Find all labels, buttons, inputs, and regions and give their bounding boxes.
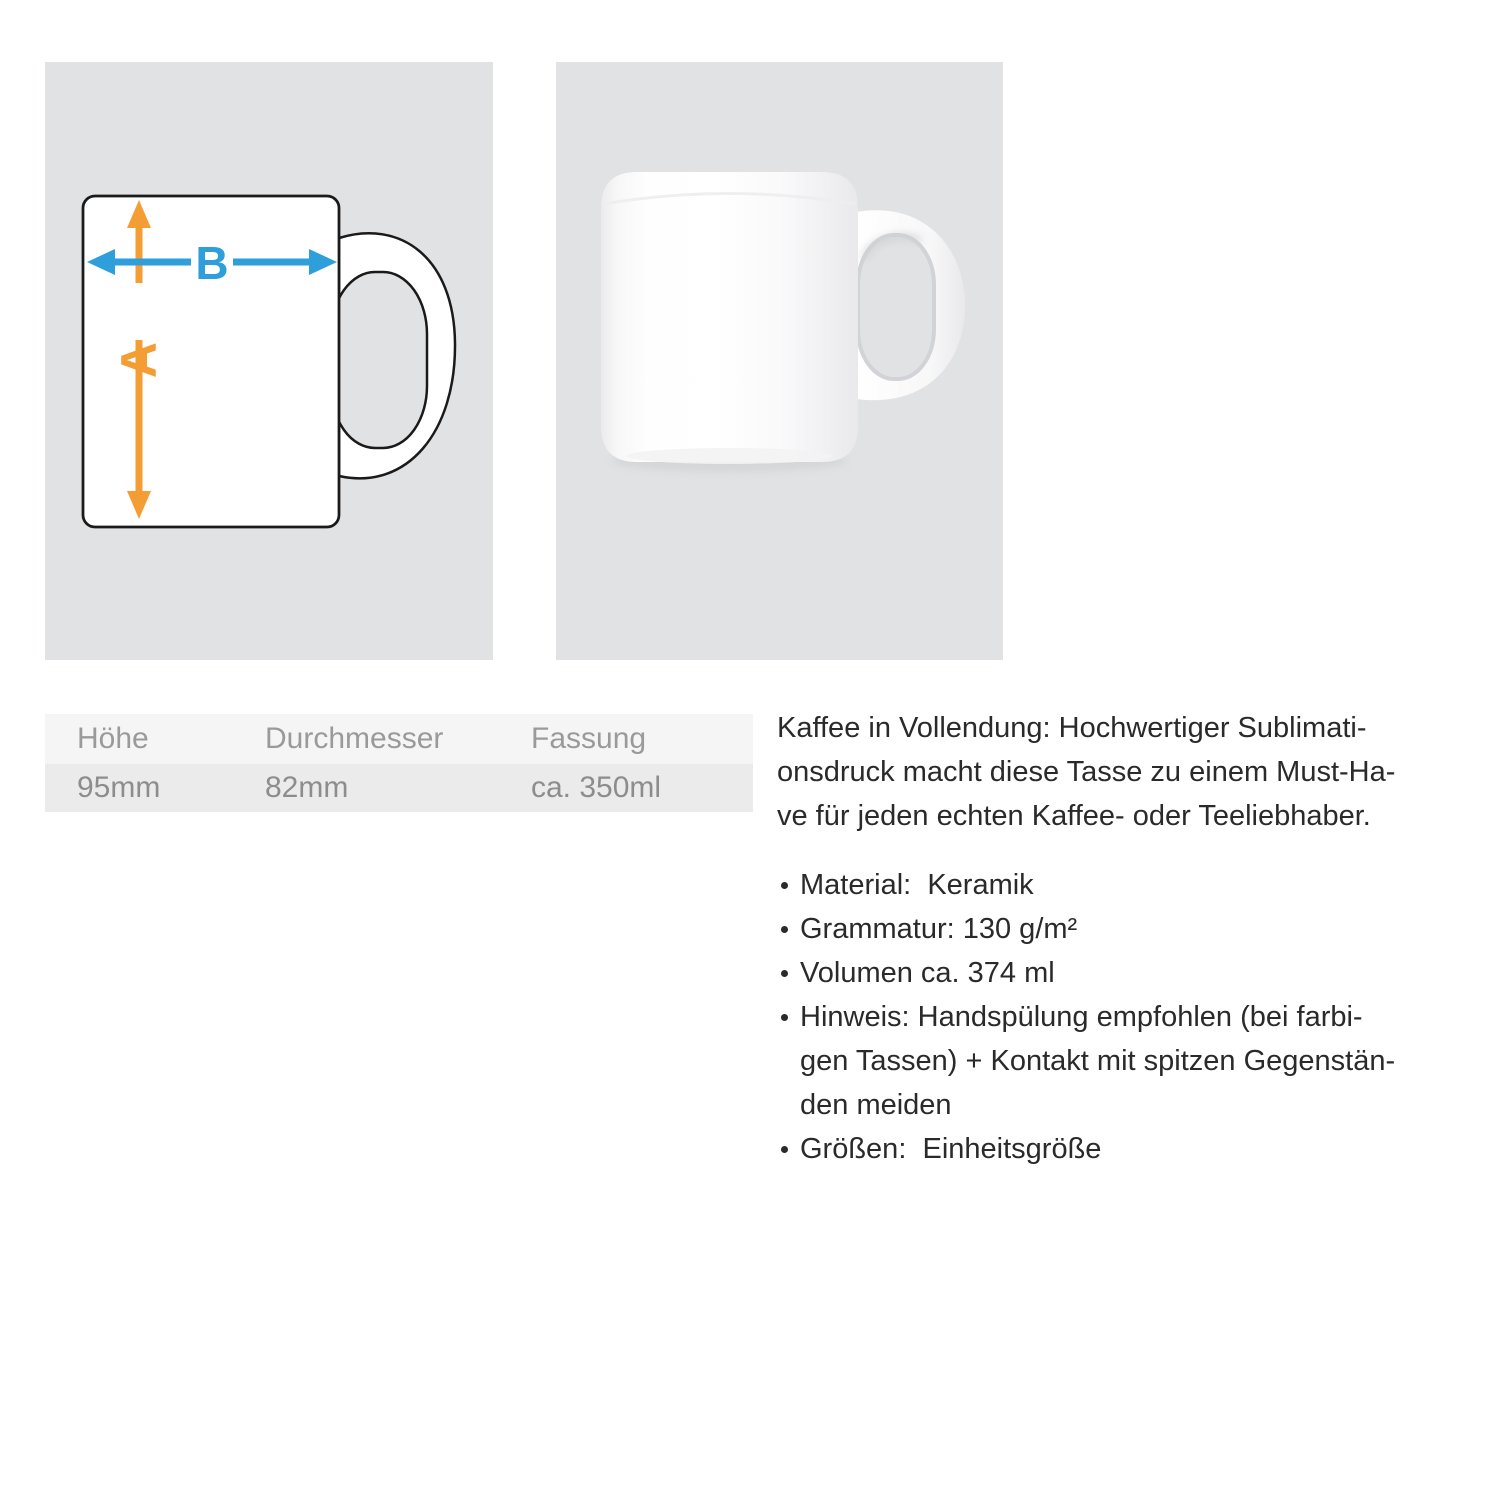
diagram-mug-handle-hole — [331, 272, 427, 448]
mug-base-highlight — [626, 448, 832, 464]
list-item-text: Material: Keramik — [800, 869, 1034, 901]
spec-value-durchmesser: 82mm — [265, 771, 349, 804]
dimension-b-label: B — [195, 237, 229, 289]
photo-mug-body — [601, 172, 858, 462]
list-item-groessen — [777, 1127, 1477, 1171]
bullet-icon — [781, 970, 788, 977]
product-attributes-list — [777, 863, 1477, 1171]
spec-header-hoehe: Höhe — [77, 722, 149, 755]
list-item-text: den meiden — [800, 1089, 952, 1121]
mug-dimension-diagram — [45, 62, 493, 660]
list-item-text: Hinweis: Handspülung empfohlen (bei farbi- — [800, 1001, 1363, 1033]
spec-header-fassung: Fassung — [531, 722, 647, 755]
list-item-hinweis — [777, 995, 1477, 1127]
spec-table-value-row — [45, 764, 753, 812]
list-item-material — [777, 863, 1477, 907]
bullet-icon — [781, 1146, 788, 1153]
bullet-icon — [781, 926, 788, 933]
dimension-a-label: A — [111, 341, 167, 379]
list-item-text: Grammatur: 130 g/m² — [800, 913, 1078, 945]
photo-mug-handle-hole — [858, 235, 934, 379]
spec-header-durchmesser: Durchmesser — [265, 722, 444, 755]
paragraph-line: onsdruck macht diese Tasse zu einem Must-Ha- — [777, 756, 1396, 788]
spec-table — [45, 714, 753, 812]
paragraph-line: Kaffee in Vollendung: Hochwertiger Sublimati- — [777, 712, 1367, 744]
mug-photo — [556, 62, 1003, 660]
mug-photo-panel — [556, 62, 1003, 660]
spec-table-header-row — [45, 714, 753, 764]
list-item-text: gen Tassen) + Kontakt mit spitzen Gegenstän- — [800, 1045, 1396, 1077]
paragraph-line: ve für jeden echten Kaffee- oder Teeliebhaber. — [777, 800, 1371, 832]
description-paragraph — [777, 706, 1477, 838]
list-item-text: Größen: Einheitsgröße — [800, 1133, 1102, 1165]
bullet-icon — [781, 1014, 788, 1021]
bullet-icon — [781, 882, 788, 889]
spec-value-fassung: ca. 350ml — [531, 771, 662, 804]
spec-value-hoehe: 95mm — [77, 771, 161, 804]
product-description — [777, 706, 1477, 1171]
mug-dimension-panel — [45, 62, 493, 660]
list-item-grammatur — [777, 907, 1477, 951]
list-item-text: Volumen ca. 374 ml — [800, 957, 1055, 989]
list-item-volumen — [777, 951, 1477, 995]
